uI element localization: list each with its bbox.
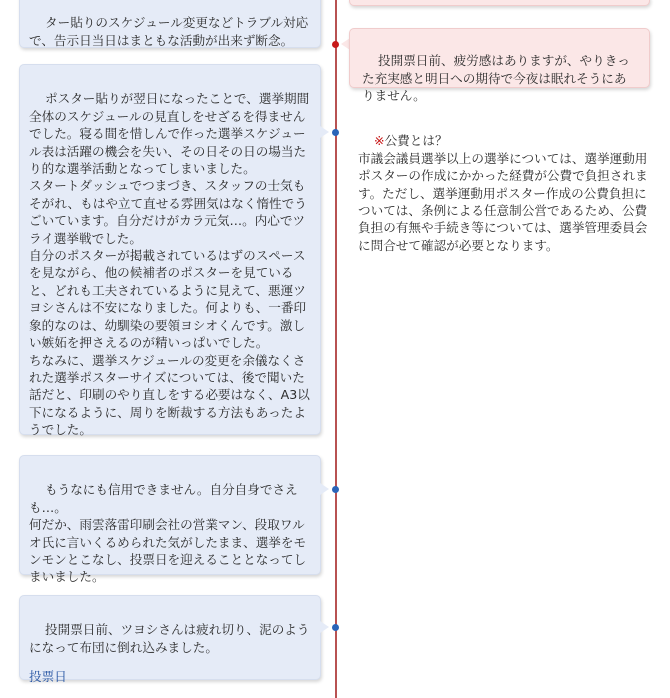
- timeline-bubble-right-cutoff: [349, 0, 650, 6]
- timeline-dot-blue: [332, 486, 339, 493]
- timeline-dot-blue: [332, 129, 339, 136]
- bubble-pointer: [320, 621, 329, 633]
- note-body: 市議会議員選挙以上の選挙については、選挙運動用ポスターの作成にかかった経費が公費で負担されます。ただし、選挙運動用ポスター作成の公費負担については、条例による任意制公営であるため、公費負担の有無や手続き等については、選挙管理委員会に問合せて確認が必要となります。: [358, 150, 648, 253]
- bubble-text: 投開票日前、疲労感はありますが、やりきった充実感と明日への期待で今夜は眠れそうにありません。: [362, 53, 630, 104]
- timeline-bubble-right-1: [349, 28, 650, 104]
- note-mark: ※: [374, 133, 385, 149]
- bubble-text: もうなにも信用できません。自分自身でさえも…。 何だか、雨雲落雷印刷会社の営業マン、段取ワルオ氏に言いくるめられた気がしたまま、選挙をモンモンとこなし、投票日を迎えることとなってしまいました。: [29, 482, 307, 585]
- note-title: 公費とは？: [384, 133, 448, 149]
- bubble-pointer: [320, 483, 329, 495]
- timeline-axis: [335, 0, 337, 698]
- timeline-bubble-left-3: [19, 455, 321, 585]
- timeline-dot-red: [332, 41, 339, 48]
- timeline-dot-blue: [332, 624, 339, 631]
- bubble-text: ポスター貼りが翌日になったことで、選挙期間全体のスケジュールの見直しをせざるを得ませんでした。寝る間を惜しんで作った選挙スケジュール表は活躍の機会を失い、その日その日の場当たり的な選挙活動となってしまいました。 スタートダッシュでつまづき、スタッフの士気もそがれ、もはや立て直せる雰囲気はなく惰性でうごいています。自分だけがカラ元気…。内心でツライ選挙戦でした。 自分のポスターが掲載されているはずのスペースを見ながら、他の候補者のポスターを見ていると、どれも工夫されているように見えて、悪運ツヨシさんは不安になりました。何よりも、一番印象的なのは、幼馴染の要領ヨシオくんです。激しい嫉妬を押さえるのが精いっぱいでした。 ちなみに、選挙スケジュールの変更を余儀なくされた選挙ポスターサイズについては、後で聞いた話だと、印刷のやり直しをする必要はなく、A3以下になるように、周りを断裁する方法もあったようでした。: [29, 91, 310, 438]
- bubble-pointer: [320, 126, 329, 138]
- bubble-text: ター貼りのスケジュール変更などトラブル対応 で、告示日当日はまともな活動が出来ず断念。: [29, 15, 309, 48]
- timeline-bubble-left-4: [19, 595, 321, 685]
- public-expense-note: [358, 115, 648, 272]
- timeline-bubble-left-1: [19, 0, 321, 48]
- vote-day-link[interactable]: 投票日: [29, 669, 67, 685]
- bubble-text: 投開票日前、ツヨシさんは疲れ切り、泥のようになって布団に倒れ込みました。: [29, 622, 310, 655]
- timeline-bubble-left-2: [19, 64, 321, 438]
